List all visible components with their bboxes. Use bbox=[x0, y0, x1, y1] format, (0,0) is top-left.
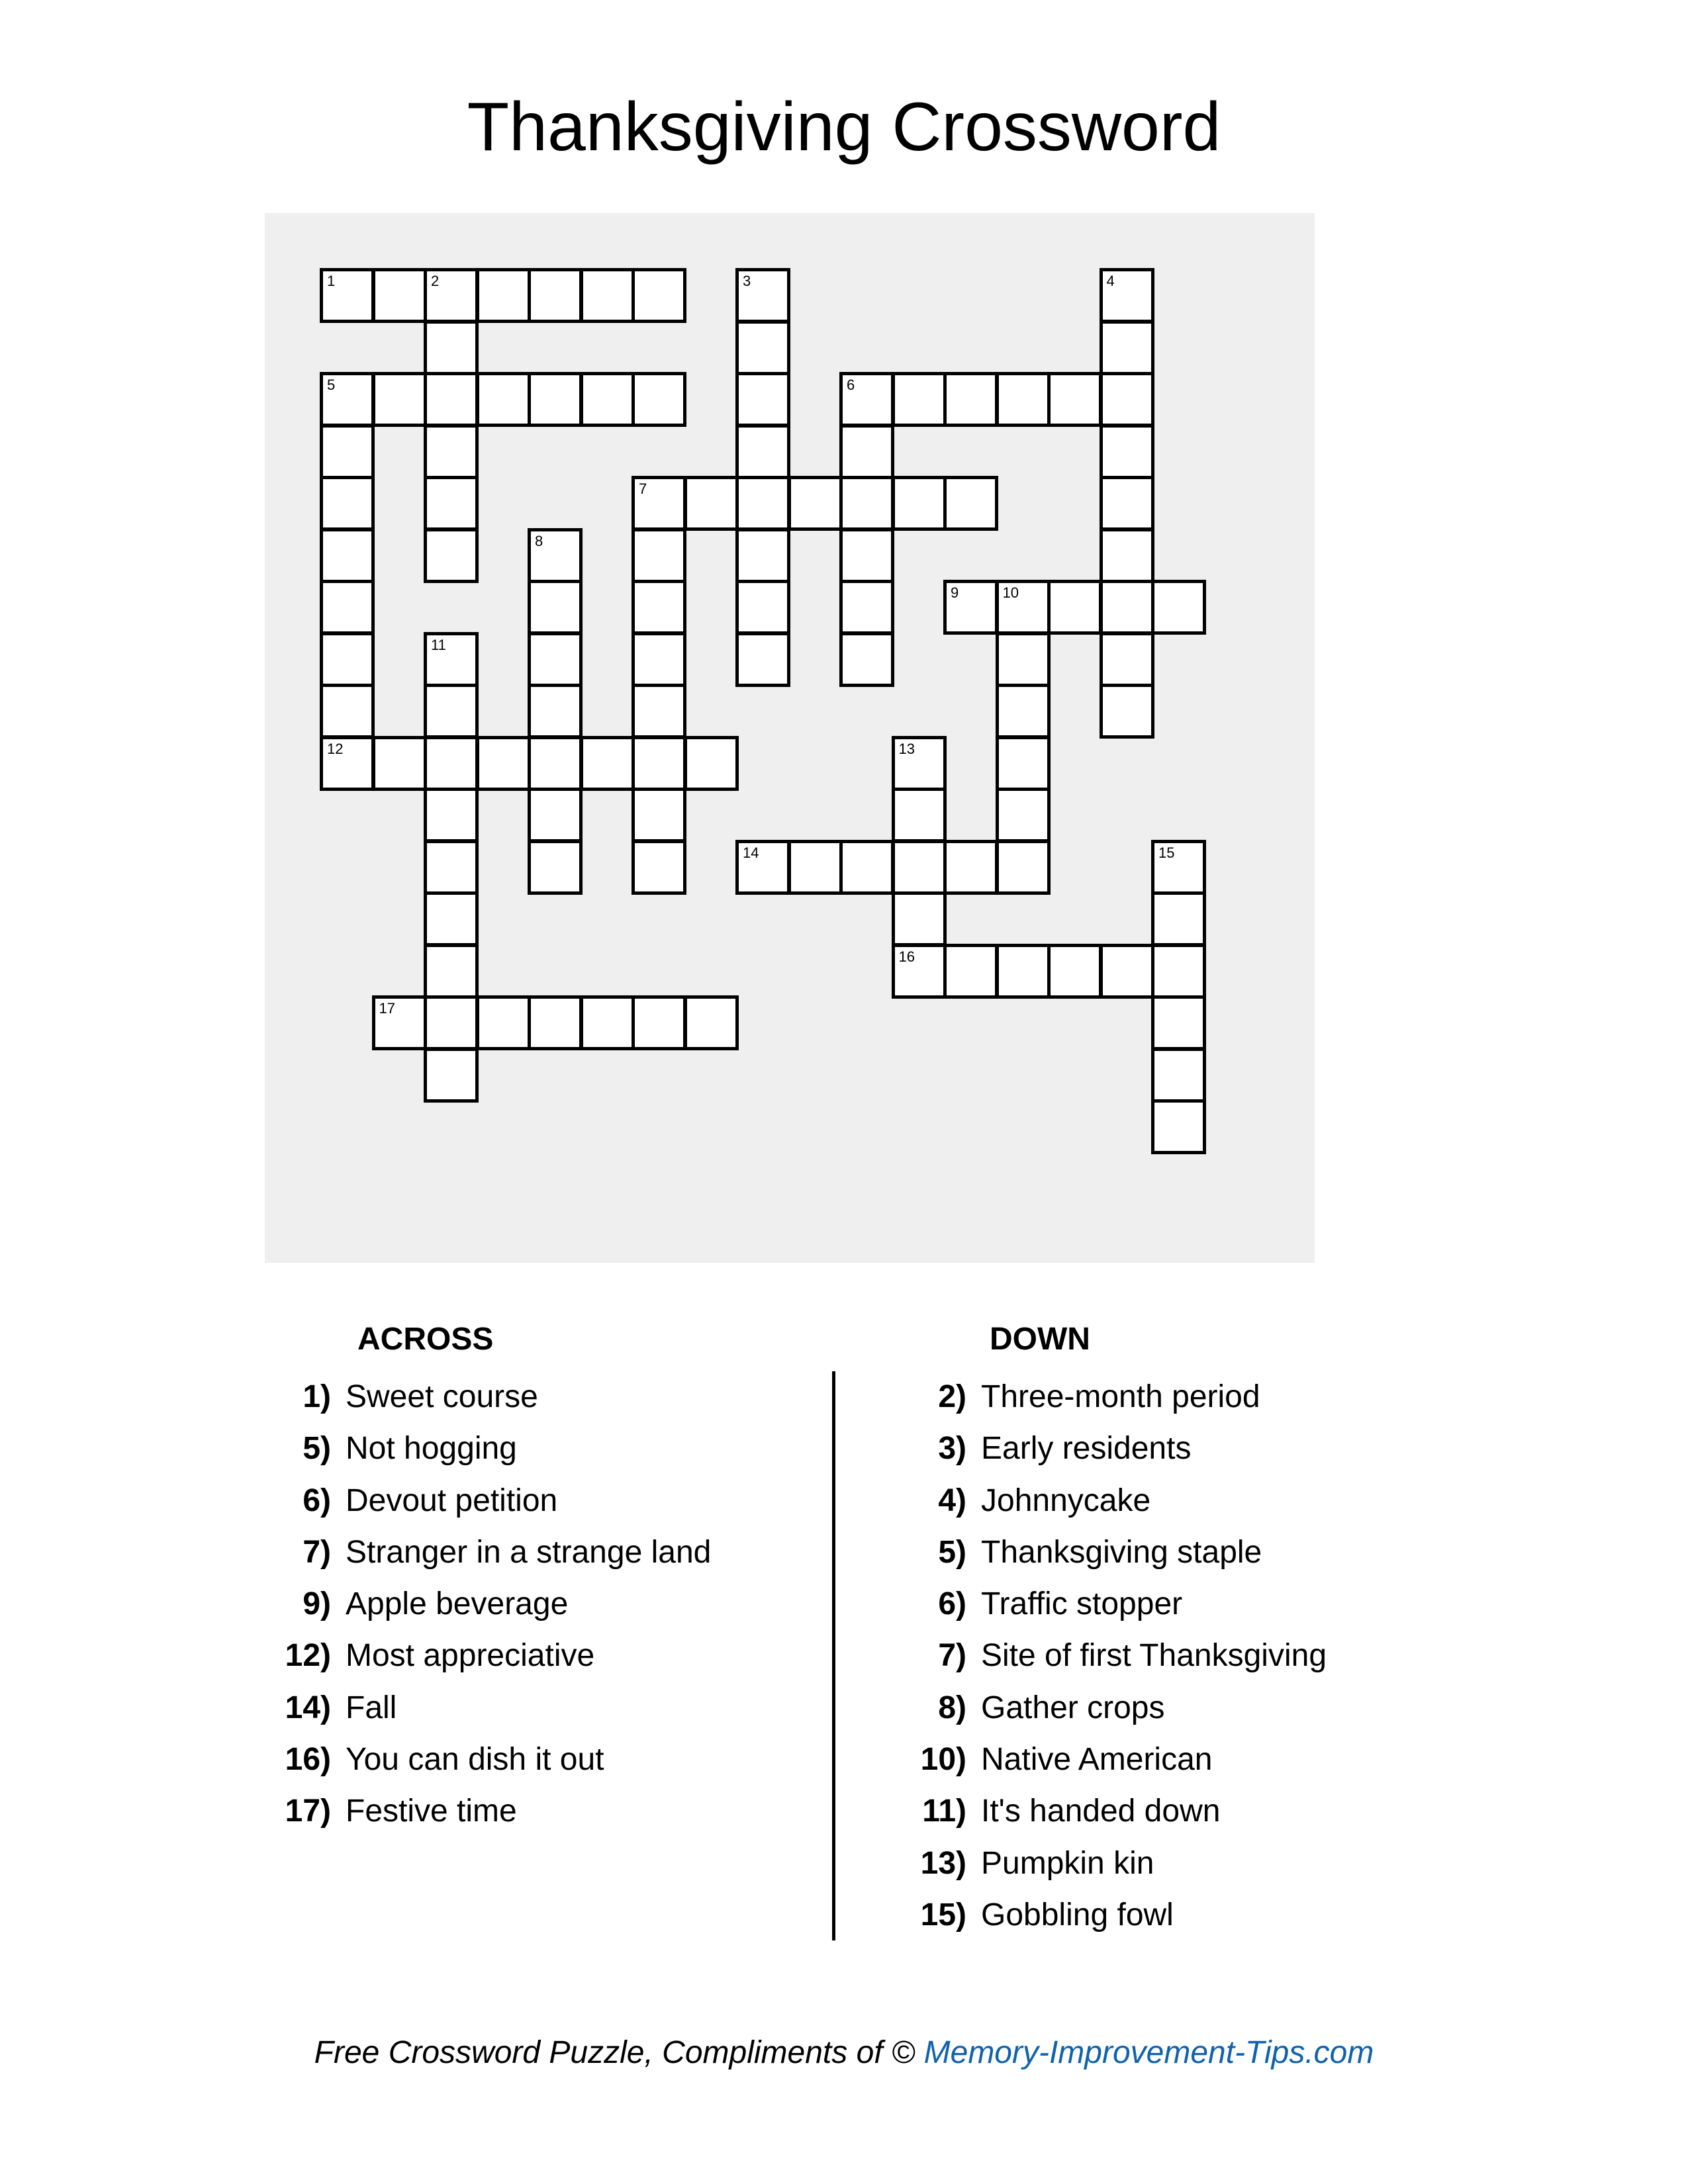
clue-number: 15) bbox=[920, 1897, 966, 1933]
clue-text: Pumpkin kin bbox=[981, 1845, 1154, 1881]
grid-cell[interactable] bbox=[735, 476, 790, 531]
clue-number: 1) bbox=[303, 1379, 331, 1414]
clue-text: Thanksgiving staple bbox=[981, 1534, 1262, 1570]
clue-text: You can dish it out bbox=[346, 1742, 604, 1778]
grid-cell[interactable] bbox=[892, 840, 947, 895]
crossword-grid bbox=[265, 213, 1315, 1263]
clue-text: Stranger in a strange land bbox=[346, 1534, 712, 1570]
grid-cell[interactable] bbox=[476, 268, 531, 323]
puzzle-title: Thanksgiving Crossword bbox=[467, 89, 1221, 165]
footer-text: Free Crossword Puzzle, Compliments of © bbox=[314, 2035, 924, 2070]
grid-cell[interactable] bbox=[528, 580, 583, 635]
across-clue-list bbox=[265, 1378, 711, 1844]
grid-cell[interactable] bbox=[996, 372, 1051, 427]
grid-cell[interactable] bbox=[320, 632, 375, 687]
clue-text: Early residents bbox=[981, 1431, 1192, 1467]
clue-number: 5) bbox=[303, 1431, 331, 1467]
grid-cell[interactable] bbox=[580, 268, 635, 323]
grid-cell[interactable] bbox=[372, 995, 427, 1050]
cell-number: 13 bbox=[898, 740, 915, 757]
clue-text: Devout petition bbox=[346, 1482, 558, 1518]
grid-cell[interactable] bbox=[528, 632, 583, 687]
cell-number: 2 bbox=[431, 273, 440, 289]
down-clue bbox=[900, 1844, 1327, 1896]
grid-cell[interactable] bbox=[528, 788, 583, 842]
grid-cell[interactable] bbox=[632, 632, 686, 687]
grid-cell[interactable] bbox=[839, 476, 894, 531]
grid-cell[interactable] bbox=[424, 528, 479, 583]
cell-number: 6 bbox=[847, 377, 855, 393]
grid-cell[interactable] bbox=[424, 891, 479, 946]
grid-cell[interactable] bbox=[735, 320, 790, 375]
grid-cell[interactable] bbox=[996, 788, 1051, 842]
grid-cell[interactable] bbox=[1047, 944, 1102, 999]
across-clue bbox=[265, 1741, 711, 1792]
grid-cell[interactable] bbox=[320, 476, 375, 531]
grid-cell[interactable] bbox=[1100, 476, 1154, 531]
across-clue bbox=[265, 1482, 711, 1533]
clue-text: Most appreciative bbox=[346, 1638, 595, 1674]
grid-cell[interactable] bbox=[1100, 684, 1154, 739]
grid-cell[interactable] bbox=[735, 840, 790, 895]
grid-cell[interactable] bbox=[892, 476, 947, 531]
cell-number: 10 bbox=[1002, 584, 1019, 601]
grid-cell[interactable] bbox=[735, 632, 790, 687]
clue-number: 16) bbox=[285, 1742, 331, 1778]
clue-number: 6) bbox=[938, 1586, 966, 1622]
grid-cell[interactable] bbox=[839, 372, 894, 427]
clue-text: Gobbling fowl bbox=[981, 1897, 1174, 1933]
cell-number: 14 bbox=[743, 844, 759, 861]
cell-number: 12 bbox=[327, 740, 344, 757]
clue-number: 3) bbox=[938, 1431, 966, 1467]
grid-cell[interactable] bbox=[424, 632, 479, 687]
grid-cell[interactable] bbox=[476, 372, 531, 427]
down-clue bbox=[900, 1637, 1327, 1688]
grid-cell[interactable] bbox=[476, 736, 531, 791]
grid-cell[interactable] bbox=[1100, 580, 1154, 635]
footer-credit bbox=[0, 2037, 1688, 2069]
grid-cell[interactable] bbox=[424, 1048, 479, 1103]
grid-cell[interactable] bbox=[892, 372, 947, 427]
grid-cell[interactable] bbox=[632, 268, 686, 323]
grid-cell[interactable] bbox=[1151, 1099, 1206, 1154]
clue-number: 10) bbox=[920, 1742, 966, 1778]
grid-cell[interactable] bbox=[892, 944, 947, 999]
grid-cell[interactable] bbox=[320, 528, 375, 583]
grid-cell[interactable] bbox=[943, 840, 998, 895]
clue-text: Fall bbox=[346, 1690, 397, 1725]
grid-cell[interactable] bbox=[632, 684, 686, 739]
clue-number: 6) bbox=[303, 1482, 331, 1518]
grid-cell[interactable] bbox=[632, 476, 686, 531]
grid-cell[interactable] bbox=[528, 372, 583, 427]
cell-number: 7 bbox=[639, 480, 647, 497]
grid-cell[interactable] bbox=[1100, 632, 1154, 687]
grid-cell[interactable] bbox=[1047, 580, 1102, 635]
clue-number: 7) bbox=[938, 1638, 966, 1674]
cell-number: 3 bbox=[743, 273, 751, 289]
grid-cell[interactable] bbox=[424, 840, 479, 895]
grid-cell[interactable] bbox=[892, 788, 947, 842]
grid-cell[interactable] bbox=[580, 372, 635, 427]
clue-number: 9) bbox=[303, 1586, 331, 1622]
grid-cell[interactable] bbox=[372, 268, 427, 323]
grid-cell[interactable] bbox=[1151, 995, 1206, 1050]
clue-number: 2) bbox=[938, 1379, 966, 1414]
grid-cell[interactable] bbox=[320, 424, 375, 479]
grid-cell[interactable] bbox=[424, 424, 479, 479]
cell-number: 1 bbox=[327, 273, 336, 289]
footer-link[interactable]: Memory-Improvement-Tips.com bbox=[923, 2035, 1374, 2070]
down-clue bbox=[900, 1896, 1327, 1948]
clue-number: 14) bbox=[285, 1690, 331, 1725]
across-clue bbox=[265, 1689, 711, 1741]
grid-cell[interactable] bbox=[528, 840, 583, 895]
grid-cell[interactable] bbox=[892, 891, 947, 946]
down-clue bbox=[900, 1792, 1327, 1844]
down-clue bbox=[900, 1585, 1327, 1637]
grid-cell[interactable] bbox=[1151, 580, 1206, 635]
grid-cell[interactable] bbox=[1100, 944, 1154, 999]
cell-number: 9 bbox=[951, 584, 959, 601]
grid-cell[interactable] bbox=[1151, 840, 1206, 895]
cell-number: 17 bbox=[379, 1000, 395, 1017]
across-clue bbox=[265, 1585, 711, 1637]
clue-number: 17) bbox=[285, 1794, 331, 1829]
grid-cell[interactable] bbox=[1100, 320, 1154, 375]
grid-cell[interactable] bbox=[424, 476, 479, 531]
cell-number: 4 bbox=[1106, 273, 1115, 289]
grid-cell[interactable] bbox=[1100, 424, 1154, 479]
grid-cell[interactable] bbox=[632, 580, 686, 635]
across-clue bbox=[265, 1792, 711, 1844]
grid-cell[interactable] bbox=[839, 528, 894, 583]
down-clue bbox=[900, 1689, 1327, 1741]
grid-cell[interactable] bbox=[839, 840, 894, 895]
grid-cell[interactable] bbox=[839, 424, 894, 479]
grid-cell[interactable] bbox=[684, 736, 739, 791]
cell-number: 11 bbox=[431, 636, 446, 653]
clue-text: It's handed down bbox=[981, 1794, 1221, 1829]
grid-cell[interactable] bbox=[943, 944, 998, 999]
grid-cell[interactable] bbox=[943, 580, 998, 635]
grid-cell[interactable] bbox=[528, 995, 583, 1050]
clue-text: Apple beverage bbox=[346, 1586, 569, 1622]
grid-cell[interactable] bbox=[1151, 944, 1206, 999]
grid-cell[interactable] bbox=[996, 580, 1051, 635]
clue-text: Festive time bbox=[346, 1794, 517, 1829]
clue-text: Site of first Thanksgiving bbox=[981, 1638, 1327, 1674]
grid-cell[interactable] bbox=[788, 840, 843, 895]
grid-cell[interactable] bbox=[943, 372, 998, 427]
grid-cell[interactable] bbox=[632, 528, 686, 583]
clue-number: 4) bbox=[938, 1482, 966, 1518]
grid-cell[interactable] bbox=[684, 995, 739, 1050]
down-heading: DOWN bbox=[990, 1322, 1090, 1357]
clue-number: 11) bbox=[922, 1794, 966, 1829]
grid-cell[interactable] bbox=[320, 372, 375, 427]
grid-cell[interactable] bbox=[735, 424, 790, 479]
grid-cell[interactable] bbox=[424, 788, 479, 842]
grid-cell[interactable] bbox=[632, 840, 686, 895]
across-clue bbox=[265, 1637, 711, 1688]
clue-text: Three-month period bbox=[981, 1379, 1260, 1414]
grid-cell[interactable] bbox=[735, 372, 790, 427]
grid-cell[interactable] bbox=[1100, 268, 1154, 323]
grid-cell[interactable] bbox=[320, 684, 375, 739]
grid-cell[interactable] bbox=[424, 320, 479, 375]
grid-cell[interactable] bbox=[996, 684, 1051, 739]
grid-cell[interactable] bbox=[476, 995, 531, 1050]
grid-cell[interactable] bbox=[1100, 528, 1154, 583]
cell-number: 5 bbox=[327, 377, 336, 393]
grid-cell[interactable] bbox=[632, 736, 686, 791]
across-clue bbox=[265, 1430, 711, 1481]
grid-cell[interactable] bbox=[424, 268, 479, 323]
grid-cell[interactable] bbox=[424, 684, 479, 739]
grid-cell[interactable] bbox=[1151, 891, 1206, 946]
grid-cell[interactable] bbox=[372, 736, 427, 791]
down-clue bbox=[900, 1533, 1327, 1585]
grid-cell[interactable] bbox=[632, 372, 686, 427]
down-clue bbox=[900, 1430, 1327, 1481]
grid-cell[interactable] bbox=[996, 736, 1051, 791]
grid-cell[interactable] bbox=[996, 944, 1051, 999]
grid-cell[interactable] bbox=[424, 372, 479, 427]
cell-number: 8 bbox=[535, 532, 543, 549]
cell-number: 15 bbox=[1158, 844, 1175, 861]
grid-cell[interactable] bbox=[996, 632, 1051, 687]
grid-cell[interactable] bbox=[528, 684, 583, 739]
grid-cell[interactable] bbox=[839, 580, 894, 635]
grid-cell[interactable] bbox=[424, 995, 479, 1050]
cell-number: 16 bbox=[898, 948, 915, 965]
grid-cell[interactable] bbox=[424, 736, 479, 791]
grid-cell[interactable] bbox=[1100, 372, 1154, 427]
grid-cell[interactable] bbox=[1151, 1048, 1206, 1103]
grid-cell[interactable] bbox=[892, 736, 947, 791]
grid-cell[interactable] bbox=[320, 580, 375, 635]
grid-cell[interactable] bbox=[528, 268, 583, 323]
clue-number: 12) bbox=[285, 1638, 331, 1674]
grid-cell[interactable] bbox=[580, 736, 635, 791]
down-clue-list bbox=[900, 1378, 1327, 1948]
clue-number: 5) bbox=[938, 1534, 966, 1570]
grid-cell[interactable] bbox=[320, 736, 375, 791]
grid-cell[interactable] bbox=[996, 840, 1051, 895]
grid-cell[interactable] bbox=[839, 632, 894, 687]
clue-number: 13) bbox=[920, 1845, 966, 1881]
grid-cell[interactable] bbox=[1047, 372, 1102, 427]
grid-cell[interactable] bbox=[372, 372, 427, 427]
grid-cell[interactable] bbox=[424, 944, 479, 999]
down-clue bbox=[900, 1378, 1327, 1430]
grid-cell[interactable] bbox=[684, 476, 739, 531]
across-heading: ACROSS bbox=[357, 1322, 494, 1357]
grid-cell[interactable] bbox=[632, 788, 686, 842]
down-clue bbox=[900, 1741, 1327, 1792]
grid-cell[interactable] bbox=[735, 528, 790, 583]
clue-text: Johnnycake bbox=[981, 1482, 1151, 1518]
clue-number: 7) bbox=[303, 1534, 331, 1570]
clue-text: Gather crops bbox=[981, 1690, 1165, 1725]
column-divider bbox=[832, 1371, 835, 1940]
across-clue bbox=[265, 1533, 711, 1585]
grid-cell[interactable] bbox=[735, 268, 790, 323]
grid-cell[interactable] bbox=[788, 476, 843, 531]
grid-cell[interactable] bbox=[528, 528, 583, 583]
clue-text: Traffic stopper bbox=[981, 1586, 1183, 1622]
clue-text: Sweet course bbox=[346, 1379, 538, 1414]
grid-cell[interactable] bbox=[528, 736, 583, 791]
grid-cell[interactable] bbox=[735, 580, 790, 635]
clue-number: 8) bbox=[938, 1690, 966, 1725]
grid-cell[interactable] bbox=[632, 995, 686, 1050]
clue-text: Not hogging bbox=[346, 1431, 517, 1467]
grid-cell[interactable] bbox=[580, 995, 635, 1050]
grid-cell[interactable] bbox=[943, 476, 998, 531]
across-clue bbox=[265, 1378, 711, 1430]
grid-cell[interactable] bbox=[320, 268, 375, 323]
down-clue bbox=[900, 1482, 1327, 1533]
clue-text: Native American bbox=[981, 1742, 1213, 1778]
